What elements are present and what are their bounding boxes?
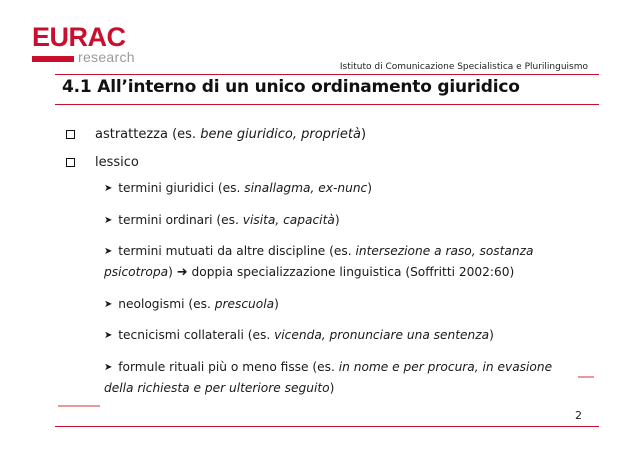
bullet-astrattezza: astrattezza (es. bene giuridico, proprietà) [66, 127, 366, 142]
eurac-logo [20, 18, 160, 70]
subitem-termini-ordinari: ➤ termini ordinari (es. visita, capacità) [104, 210, 574, 231]
subitem-formule-rituali: ➤ formule rituali più o meno fisse (es. in nome e per procura, in evasione della richiesta e per ulteriore seguito) [104, 357, 574, 399]
logo-bar [32, 56, 74, 62]
page-number: 2 [575, 409, 582, 422]
header-divider [55, 74, 599, 75]
title-divider [55, 104, 599, 105]
arrowhead-bullet-icon: ➤ [104, 362, 113, 373]
arrowhead-bullet-icon: ➤ [104, 330, 113, 341]
subitem-neologismi: ➤ neologismi (es. prescuola) [104, 294, 574, 315]
institute-name: Istituto di Comunicazione Specialistica e Plurilinguismo [339, 62, 588, 72]
bullet-lessico: lessico [66, 155, 139, 170]
arrowhead-bullet-icon: ➤ [104, 246, 113, 257]
subitem-termini-giuridici: ➤ termini giuridici (es. sinallagma, ex-nunc) [104, 178, 574, 199]
subitem-termini-mutuati: ➤ termini mutuati da altre discipline (es. intersezione a raso, sostanza psicotropa) ➜ doppia specializzazione linguistica (Soffritti 2002:60) [104, 241, 574, 283]
arrowhead-bullet-icon: ➤ [104, 215, 113, 226]
footer-divider [55, 426, 599, 427]
square-bullet-icon [66, 158, 75, 167]
square-bullet-icon [66, 130, 75, 139]
decorative-line-right [578, 376, 594, 378]
arrowhead-bullet-icon: ➤ [104, 183, 113, 194]
bold-right-arrow-icon: ➜ [176, 265, 188, 280]
subitem-tecnicismi: ➤ tecnicismi collaterali (es. vicenda, pronunciare una sentenza) [104, 325, 574, 346]
arrowhead-bullet-icon: ➤ [104, 299, 113, 310]
logo-wordmark: EURAC [32, 22, 126, 52]
decorative-line-left [58, 405, 100, 407]
logo-subtitle: research [78, 49, 135, 65]
slide-title: 4.1 All’interno di un unico ordinamento giuridico [62, 77, 520, 97]
